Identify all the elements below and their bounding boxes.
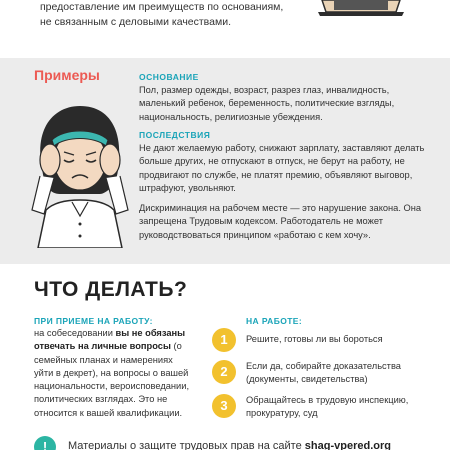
stressed-girl-illustration bbox=[24, 98, 134, 248]
step-2 bbox=[212, 360, 432, 390]
hiring-label: ПРИ ПРИЕМЕ НА РАБОТУ: bbox=[34, 316, 153, 326]
step-3-text: Обращайтесь в трудовую инспекцию, прокуратуру, суд bbox=[246, 395, 409, 419]
step-3 bbox=[212, 394, 432, 424]
examples-panel bbox=[0, 58, 450, 264]
intro-line-2: не связанным с деловыми качествами. bbox=[40, 16, 231, 28]
intro-line-1: предоставление им преимуществ по основаниям, bbox=[40, 1, 284, 13]
footer-text bbox=[68, 440, 391, 450]
consequences-text: Не дают желаемую работу, снижают зарплату, заставляют делать больше других, не отпускают в отпуск, не берут на работу, не продвигают по службе, не платят премию, объявляют выговор, штрафуют, увольняют. bbox=[139, 143, 425, 193]
what-to-do-title: ЧТО ДЕЛАТЬ? bbox=[34, 278, 188, 301]
hiring-rest: (о семейных планах и намерениях уйти в декрет), на вопросы о вашей национальности, вероисповедании, политических взглядах. Это не относится к вашей квалификации. bbox=[34, 341, 190, 418]
consequences-label: ПОСЛЕДСТВИЯ bbox=[139, 130, 211, 140]
step-1 bbox=[212, 328, 432, 358]
hiring-bold: вы не обязаны отвечать на личные вопросы bbox=[34, 328, 186, 352]
step-2-text: Если да, собирайте доказательства (документы, свидетельства) bbox=[246, 361, 401, 385]
intro-section bbox=[0, 0, 450, 58]
basis-label: ОСНОВАНИЕ bbox=[139, 72, 199, 82]
laptop-illustration bbox=[316, 0, 406, 18]
step-2-number: 2 bbox=[212, 360, 236, 384]
hiring-intro: на собеседовании bbox=[34, 328, 116, 338]
step-1-number: 1 bbox=[212, 328, 236, 352]
basis-text: Пол, размер одежды, возраст, разрез глаз, инвалидность, маленький ребенок, беременность, политические взгляды, национальность, религиозные убеждения. bbox=[139, 85, 395, 122]
intro-text bbox=[40, 0, 340, 30]
work-label: НА РАБОТЕ: bbox=[246, 316, 303, 326]
footer-site-link[interactable]: shag-vpered.org bbox=[304, 440, 391, 450]
step-3-number: 3 bbox=[212, 394, 236, 418]
footer-label: Материалы о защите трудовых прав на сайте bbox=[68, 440, 305, 450]
step-1-text: Решите, готовы ли вы бороться bbox=[246, 334, 383, 344]
exclamation-icon: ! bbox=[34, 436, 56, 450]
what-to-do-section bbox=[0, 264, 450, 450]
examples-title: Примеры bbox=[34, 67, 100, 83]
discrimination-note: Дискриминация на рабочем месте — это нарушение закона. Она запрещена Трудовым кодексом. Работодатель не может руководствоваться принципом «работаю с кем хочу». bbox=[139, 203, 422, 240]
hiring-text bbox=[34, 327, 194, 420]
